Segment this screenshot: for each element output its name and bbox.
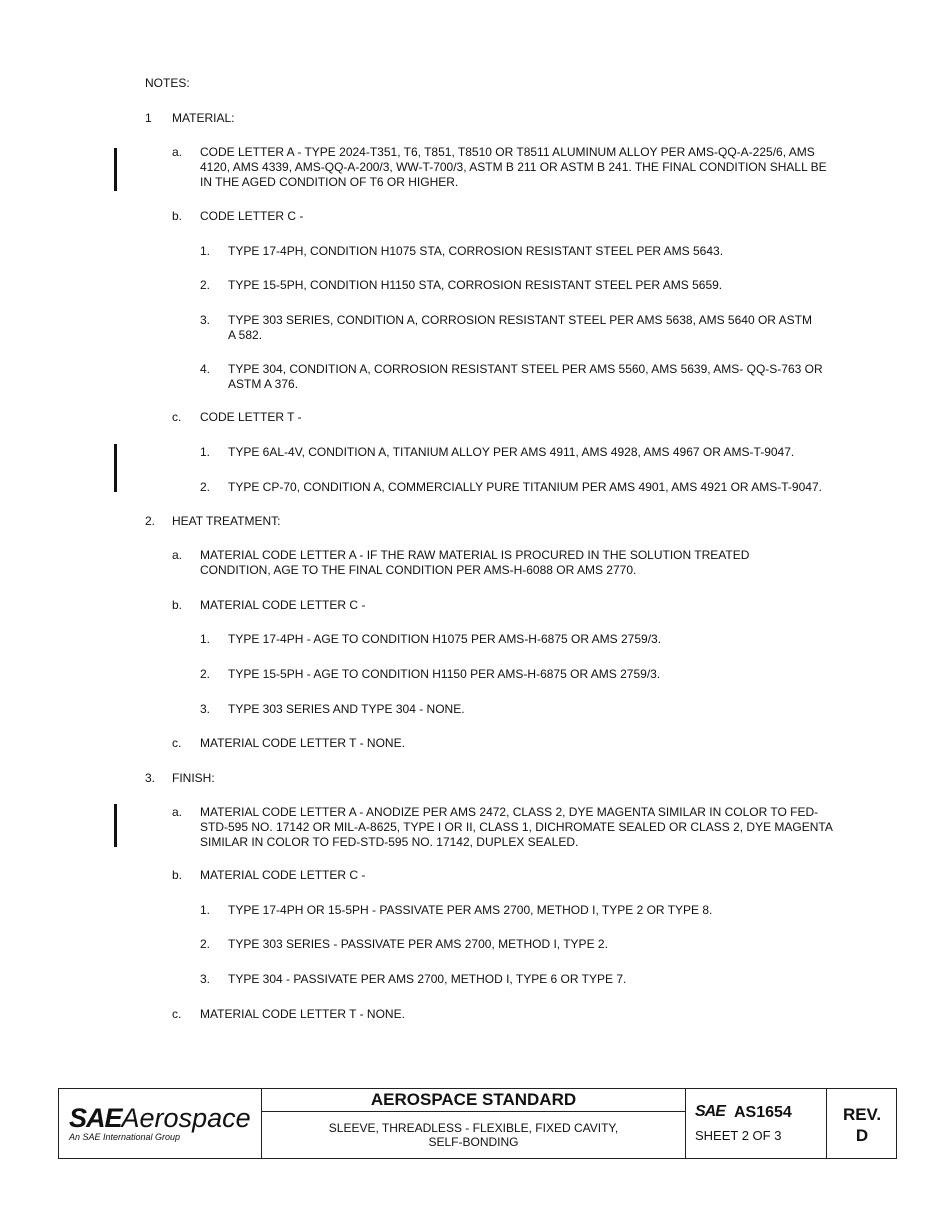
subitem-text: TYPE 304 - PASSIVATE PER AMS 2700, METHOD I, TYPE 6 OR TYPE 7. bbox=[228, 972, 627, 986]
sae-aerospace-logo bbox=[69, 1103, 251, 1133]
subitem-text: TYPE 6AL-4V, CONDITION A, TITANIUM ALLOY PER AMS 4911, AMS 4928, AMS 4967 OR AMS-T-9047. bbox=[228, 445, 795, 459]
subitem-text: TYPE 303 SERIES, CONDITION A, CORROSION RESISTANT STEEL PER AMS 5638, AMS 5640 OR ASTM A 582. bbox=[228, 313, 812, 342]
revision-bar-1c bbox=[114, 444, 117, 492]
revision-bar-1a bbox=[114, 148, 117, 191]
subitem-number: 1. bbox=[200, 632, 211, 646]
item-text: CODE LETTER T - bbox=[200, 410, 302, 424]
standard-title: AEROSPACE STANDARD bbox=[262, 1089, 685, 1112]
subitem-number: 1. bbox=[200, 903, 211, 917]
doc-sae-logo: SAE bbox=[695, 1103, 725, 1120]
section-number: 1 bbox=[145, 111, 152, 125]
section-title-heat-treatment: HEAT TREATMENT: bbox=[172, 514, 281, 528]
logo-subtitle: An SAE International Group bbox=[69, 1132, 181, 1142]
item-text: CODE LETTER C - bbox=[200, 209, 304, 223]
logo-aerospace-text: Aerospace bbox=[121, 1103, 251, 1133]
item-letter: b. bbox=[172, 868, 183, 882]
subitem-text: TYPE 17-4PH, CONDITION H1075 STA, CORROSION RESISTANT STEEL PER AMS 5643. bbox=[228, 244, 724, 258]
subitem-text: TYPE 17-4PH - AGE TO CONDITION H1075 PER AMS-H-6875 OR AMS 2759/3. bbox=[228, 632, 662, 646]
subitem-text: TYPE 17-4PH OR 15-5PH - PASSIVATE PER AMS 2700, METHOD I, TYPE 2 OR TYPE 8. bbox=[228, 903, 713, 917]
subtitle-line-1: SLEEVE, THREADLESS - FLEXIBLE, FIXED CAVITY, bbox=[328, 1121, 619, 1135]
item-letter: c. bbox=[172, 736, 182, 750]
section-number: 2. bbox=[145, 514, 156, 528]
document-subtitle bbox=[262, 1121, 685, 1149]
item-letter: a. bbox=[172, 805, 183, 819]
title-block bbox=[58, 1088, 897, 1159]
item-text: MATERIAL CODE LETTER T - NONE. bbox=[200, 1007, 405, 1021]
revision-value: D bbox=[855, 1126, 869, 1145]
notes-heading: NOTES: bbox=[145, 76, 190, 90]
item-letter: c. bbox=[172, 410, 182, 424]
subitem-text: TYPE 15-5PH - AGE TO CONDITION H1150 PER AMS-H-6875 OR AMS 2759/3. bbox=[228, 667, 661, 681]
item-letter: a. bbox=[172, 145, 183, 159]
subitem-number: 2. bbox=[200, 278, 211, 292]
logo-sae-text: SAE bbox=[69, 1103, 122, 1133]
section-number: 3. bbox=[145, 771, 156, 785]
subitem-number: 3. bbox=[200, 702, 211, 716]
logo-cell bbox=[59, 1089, 262, 1158]
revision bbox=[827, 1104, 897, 1146]
subitem-number: 1. bbox=[200, 445, 211, 459]
section-title-material: MATERIAL: bbox=[172, 111, 235, 125]
subitem-number: 3. bbox=[200, 972, 211, 986]
item-letter: b. bbox=[172, 209, 183, 223]
subitem-number: 2. bbox=[200, 480, 211, 494]
subitem-number: 4. bbox=[200, 362, 211, 376]
subitem-text: TYPE 303 SERIES - PASSIVATE PER AMS 2700, METHOD I, TYPE 2. bbox=[228, 937, 608, 951]
subitem-text: TYPE 15-5PH, CONDITION H1150 STA, CORROSION RESISTANT STEEL PER AMS 5659. bbox=[228, 278, 723, 292]
title-cell bbox=[262, 1089, 686, 1158]
item-text: MATERIAL CODE LETTER C - bbox=[200, 598, 366, 612]
item-text: CODE LETTER A - TYPE 2024-T351, T6, T851, T8510 OR T8511 ALUMINUM ALLOY PER AMS-QQ-A-225/6, AMS 4120, AMS 4339, AMS-QQ-A-200/3, WW-T-700/3, ASTM B 211 OR ASTM B 241. THE FINAL CONDITION SHALL BE IN THE AGED CONDITION OF T6 OR HIGHER. bbox=[200, 145, 827, 189]
item-text: MATERIAL CODE LETTER T - NONE. bbox=[200, 736, 405, 750]
subitem-number: 3. bbox=[200, 313, 211, 327]
subitem-text: TYPE 304, CONDITION A, CORROSION RESISTANT STEEL PER AMS 5560, AMS 5639, AMS- QQ-S-763 OR ASTM A 376. bbox=[228, 362, 823, 391]
revision-label: REV. bbox=[842, 1105, 882, 1124]
sheet-number: SHEET 2 OF 3 bbox=[695, 1128, 782, 1143]
section-title-finish: FINISH: bbox=[172, 771, 215, 785]
item-text: MATERIAL CODE LETTER A - ANODIZE PER AMS 2472, CLASS 2, DYE MAGENTA SIMILAR IN COLOR TO FED-STD-595 NO. 17142 OR MIL-A-8625, TYPE I OR II, CLASS 1, DICHROMATE SEALED OR CLASS 2, DYE MAGENTA SIMILAR IN COLOR TO FED-STD-595 NO. 17142, DUPLEX SEALED. bbox=[200, 805, 833, 849]
item-letter: a. bbox=[172, 548, 183, 562]
item-letter: b. bbox=[172, 598, 183, 612]
document-number-cell bbox=[686, 1089, 827, 1158]
subtitle-line-2: SELF-BONDING bbox=[428, 1135, 519, 1149]
subitem-number: 2. bbox=[200, 937, 211, 951]
revision-bar-3a bbox=[114, 804, 117, 847]
item-text: MATERIAL CODE LETTER C - bbox=[200, 868, 366, 882]
subitem-text: TYPE CP-70, CONDITION A, COMMERCIALLY PURE TITANIUM PER AMS 4901, AMS 4921 OR AMS-T-9047. bbox=[228, 480, 822, 494]
document-number: AS1654 bbox=[734, 1104, 792, 1121]
subitem-number: 2. bbox=[200, 667, 211, 681]
item-letter: c. bbox=[172, 1007, 182, 1021]
subitem-number: 1. bbox=[200, 244, 211, 258]
item-text: MATERIAL CODE LETTER A - IF THE RAW MATERIAL IS PROCURED IN THE SOLUTION TREATED CONDITION, AGE TO THE FINAL CONDITION PER AMS-H-6088 OR AMS 2770. bbox=[200, 548, 750, 577]
revision-cell bbox=[827, 1089, 897, 1158]
subitem-text: TYPE 303 SERIES AND TYPE 304 - NONE. bbox=[228, 702, 465, 716]
